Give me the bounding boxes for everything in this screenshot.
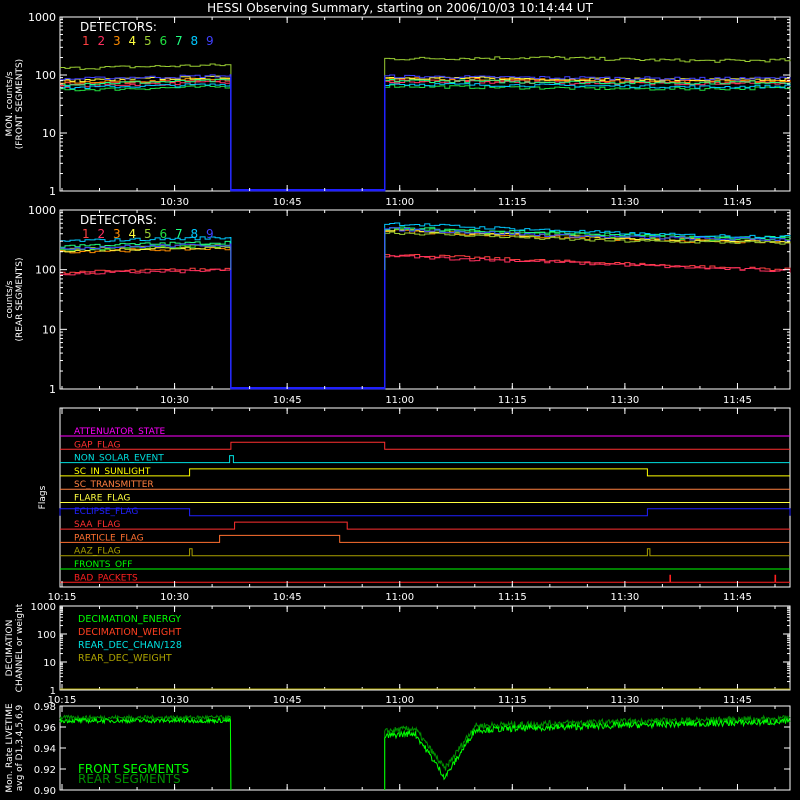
flag-label: ECLIPSE_FLAG <box>74 506 139 517</box>
y-tick-label: 0.98 <box>33 702 56 713</box>
time-tick-label: 11:15 <box>497 395 527 406</box>
flag-row-non-solar-event <box>60 454 790 464</box>
flag-line <box>60 575 790 582</box>
y-tick-label: 1 <box>49 686 56 697</box>
flag-label: NON_SOLAR_EVENT <box>74 453 164 464</box>
time-tick-label: 10:30 <box>160 592 189 603</box>
legend-item-detector-9: 9 <box>206 227 214 241</box>
time-tick-label: 11:15 <box>497 197 527 208</box>
flag-label: FLARE_FLAG <box>74 493 131 504</box>
legend-item-detector-2: 2 <box>97 227 106 241</box>
legend-item-detector-1: 1 <box>82 227 90 241</box>
time-tick-label: 11:30 <box>610 695 640 706</box>
legend-title: DETECTORS: <box>80 20 157 34</box>
flag-row-eclipse-flag <box>60 507 790 517</box>
time-tick-label: 11:45 <box>723 395 752 406</box>
series-line-detector-3 <box>60 78 790 191</box>
legend-item-detector-9: 9 <box>206 34 214 48</box>
flag-row-particle-flag <box>60 533 790 543</box>
y-tick-label: 10 <box>43 658 56 669</box>
time-tick-label: 11:15 <box>497 592 527 603</box>
rear-y-axis-label: counts/s <box>5 280 15 319</box>
time-tick-label: 11:30 <box>610 395 640 406</box>
legend-item-detector-2: 2 <box>97 34 106 48</box>
series-detector-1 <box>60 79 790 191</box>
time-tick-label: 10:45 <box>272 695 302 706</box>
flag-label: AAZ_FLAG <box>74 546 121 557</box>
series-line-detector-7 <box>60 79 790 191</box>
flag-label: ATTENUATOR_STATE <box>74 427 166 437</box>
legend-item-detector-5: 5 <box>144 34 152 48</box>
time-tick-label: 11:00 <box>385 695 415 706</box>
time-tick-label: 10:30 <box>160 695 189 706</box>
flag-label: BAD_PACKETS <box>74 573 138 584</box>
livetime-y-axis-label: Mon. Rate LIVETIME <box>5 703 15 793</box>
series-line-front-segments <box>385 719 790 790</box>
legend-item-detector-8: 8 <box>190 227 199 241</box>
front-panel-frame <box>60 17 790 191</box>
front-y-axis-label: MON. counts/s <box>5 71 15 137</box>
flag-row-gap-flag <box>60 440 790 450</box>
time-tick-label: 10:45 <box>272 592 302 603</box>
series-line-detector-9 <box>60 75 790 191</box>
y-tick-label: 10 <box>42 127 56 140</box>
flag-row-sc-in-sunlight <box>60 467 790 477</box>
legend-item-detector-7: 7 <box>175 34 183 48</box>
series-line-detector-9 <box>60 228 790 389</box>
time-tick-label: 10:45 <box>272 395 302 406</box>
series-line-detector-1 <box>60 79 790 191</box>
y-tick-label: 0.96 <box>33 723 56 734</box>
decimation-legend-rear-dec-weight: REAR_DEC_WEIGHT <box>78 653 172 664</box>
series-detector-2 <box>60 255 790 389</box>
series-detector-3 <box>60 78 790 191</box>
time-tick-label: 10:30 <box>160 197 189 208</box>
legend-item-detector-7: 7 <box>175 227 183 241</box>
time-tick-label: 10:45 <box>272 197 302 208</box>
time-tick-label: 10:15 <box>47 695 77 706</box>
time-tick-label: 11:00 <box>385 197 415 208</box>
flag-label: SC_IN_SUNLIGHT <box>74 466 151 477</box>
series-line-detector-5 <box>60 232 790 389</box>
legend-item-detector-1: 1 <box>82 34 90 48</box>
y-tick-label: 0.94 <box>33 744 56 755</box>
series-line-detector-8 <box>60 84 790 192</box>
decimation-legend-rear-dec-chan-128: REAR_DEC_CHAN/128 <box>78 640 182 651</box>
flag-line <box>60 453 790 464</box>
series-line-detector-3 <box>60 230 790 389</box>
series-line-detector-6 <box>60 228 790 389</box>
flags-panel-frame <box>60 408 790 587</box>
flag-label: PARTICLE_FLAG <box>74 533 144 544</box>
legend-item-detector-5: 5 <box>144 227 152 241</box>
y-tick-label: 100 <box>36 630 56 641</box>
series-line-detector-6 <box>60 85 790 191</box>
series-line-detector-2 <box>60 255 790 389</box>
flag-line <box>60 535 790 542</box>
flag-line <box>60 546 790 557</box>
time-tick-label: 11:30 <box>610 592 640 603</box>
flag-label: FRONTS_OFF <box>74 560 133 570</box>
y-tick-label: 10 <box>42 323 56 337</box>
flag-line <box>60 506 790 517</box>
legend-item-detector-3: 3 <box>113 34 121 48</box>
flag-row-flare-flag <box>60 494 790 504</box>
decimation-legend-decimation-energy: DECIMATION_ENERGY <box>78 614 182 625</box>
series-detector-6 <box>60 85 790 191</box>
livetime-legend-rear-segments: REAR SEGMENTS <box>78 772 181 786</box>
series-detector-2 <box>60 81 790 192</box>
time-tick-label: 11:00 <box>385 592 415 603</box>
series-detector-5 <box>60 232 790 389</box>
flag-label: GAP_FLAG <box>74 440 121 451</box>
series-detector-8 <box>60 84 790 192</box>
legend-item-detector-4: 4 <box>128 34 137 48</box>
series-detector-3 <box>60 230 790 389</box>
time-tick-label: 11:45 <box>723 592 752 603</box>
flag-label: SC_TRANSMITTER <box>74 480 154 491</box>
livetime-legend-front-segments: FRONT SEGMENTS <box>78 762 190 776</box>
flag-label: SAA_FLAG <box>74 520 121 531</box>
legend-item-detector-4: 4 <box>128 227 137 241</box>
flag-row-aaz-flag <box>60 547 790 557</box>
y-tick-label: 100 <box>35 69 56 82</box>
y-tick-label: 1000 <box>28 11 56 24</box>
time-tick-label: 11:45 <box>723 197 752 208</box>
figure-title: HESSI Observing Summary, starting on 2006/10/03 10:14:44 UT <box>207 1 593 15</box>
series-detector-7 <box>60 79 790 191</box>
flag-line <box>60 466 790 477</box>
flag-line <box>60 522 790 529</box>
y-tick-label: 100 <box>35 263 56 277</box>
flag-row-fronts-off <box>60 560 790 570</box>
time-tick-label: 10:30 <box>160 395 189 406</box>
legend-item-detector-6: 6 <box>159 34 168 48</box>
series-line-detector-4 <box>60 229 790 389</box>
legend-item-detector-8: 8 <box>190 34 199 48</box>
y-tick-label: 1 <box>49 383 56 396</box>
series-detector-9 <box>60 228 790 389</box>
front-y-axis-label: (FRONT SEGMENTS) <box>15 58 25 150</box>
legend-title: DETECTORS: <box>80 213 157 227</box>
flag-row-attenuator-state <box>60 427 790 437</box>
y-tick-label: 1000 <box>30 602 56 613</box>
time-tick-label: 11:00 <box>385 395 415 406</box>
flag-row-sc-transmitter <box>60 480 790 490</box>
time-tick-label: 11:15 <box>497 695 527 706</box>
flag-line <box>60 442 790 449</box>
series-line-detector-2 <box>60 81 790 192</box>
flag-row-saa-flag <box>60 520 790 530</box>
time-tick-label: 10:15 <box>47 592 77 603</box>
y-tick-label: 1000 <box>28 204 56 217</box>
decimation-y-axis-label: CHANNEL or weight <box>15 603 25 693</box>
y-tick-label: 0.90 <box>33 786 56 797</box>
series-detector-4 <box>60 76 790 191</box>
livetime-y-axis-label: avg of D1,3,4,5,6,9 <box>15 704 25 792</box>
y-tick-label: 1 <box>49 185 56 198</box>
decimation-legend-decimation-weight: DECIMATION_WEIGHT <box>78 627 182 638</box>
flags-y-axis-label: Flags <box>38 485 48 510</box>
time-tick-label: 11:30 <box>610 197 640 208</box>
panels <box>5 11 790 797</box>
y-tick-label: 0.92 <box>33 765 56 776</box>
series-line-detector-4 <box>60 76 790 191</box>
series-detector-9 <box>60 75 790 191</box>
series-line-detector-1 <box>60 255 790 390</box>
legend-item-detector-6: 6 <box>159 227 168 241</box>
series-detector-4 <box>60 229 790 389</box>
decimation-y-axis-label: DECIMATION <box>5 619 15 677</box>
rear-y-axis-label: (REAR SEGMENTS) <box>15 257 25 342</box>
time-tick-label: 11:45 <box>723 695 752 706</box>
flag-row-bad-packets <box>60 573 790 583</box>
legend-item-detector-3: 3 <box>113 227 121 241</box>
series-detector-1 <box>60 255 790 390</box>
series-detector-6 <box>60 228 790 389</box>
